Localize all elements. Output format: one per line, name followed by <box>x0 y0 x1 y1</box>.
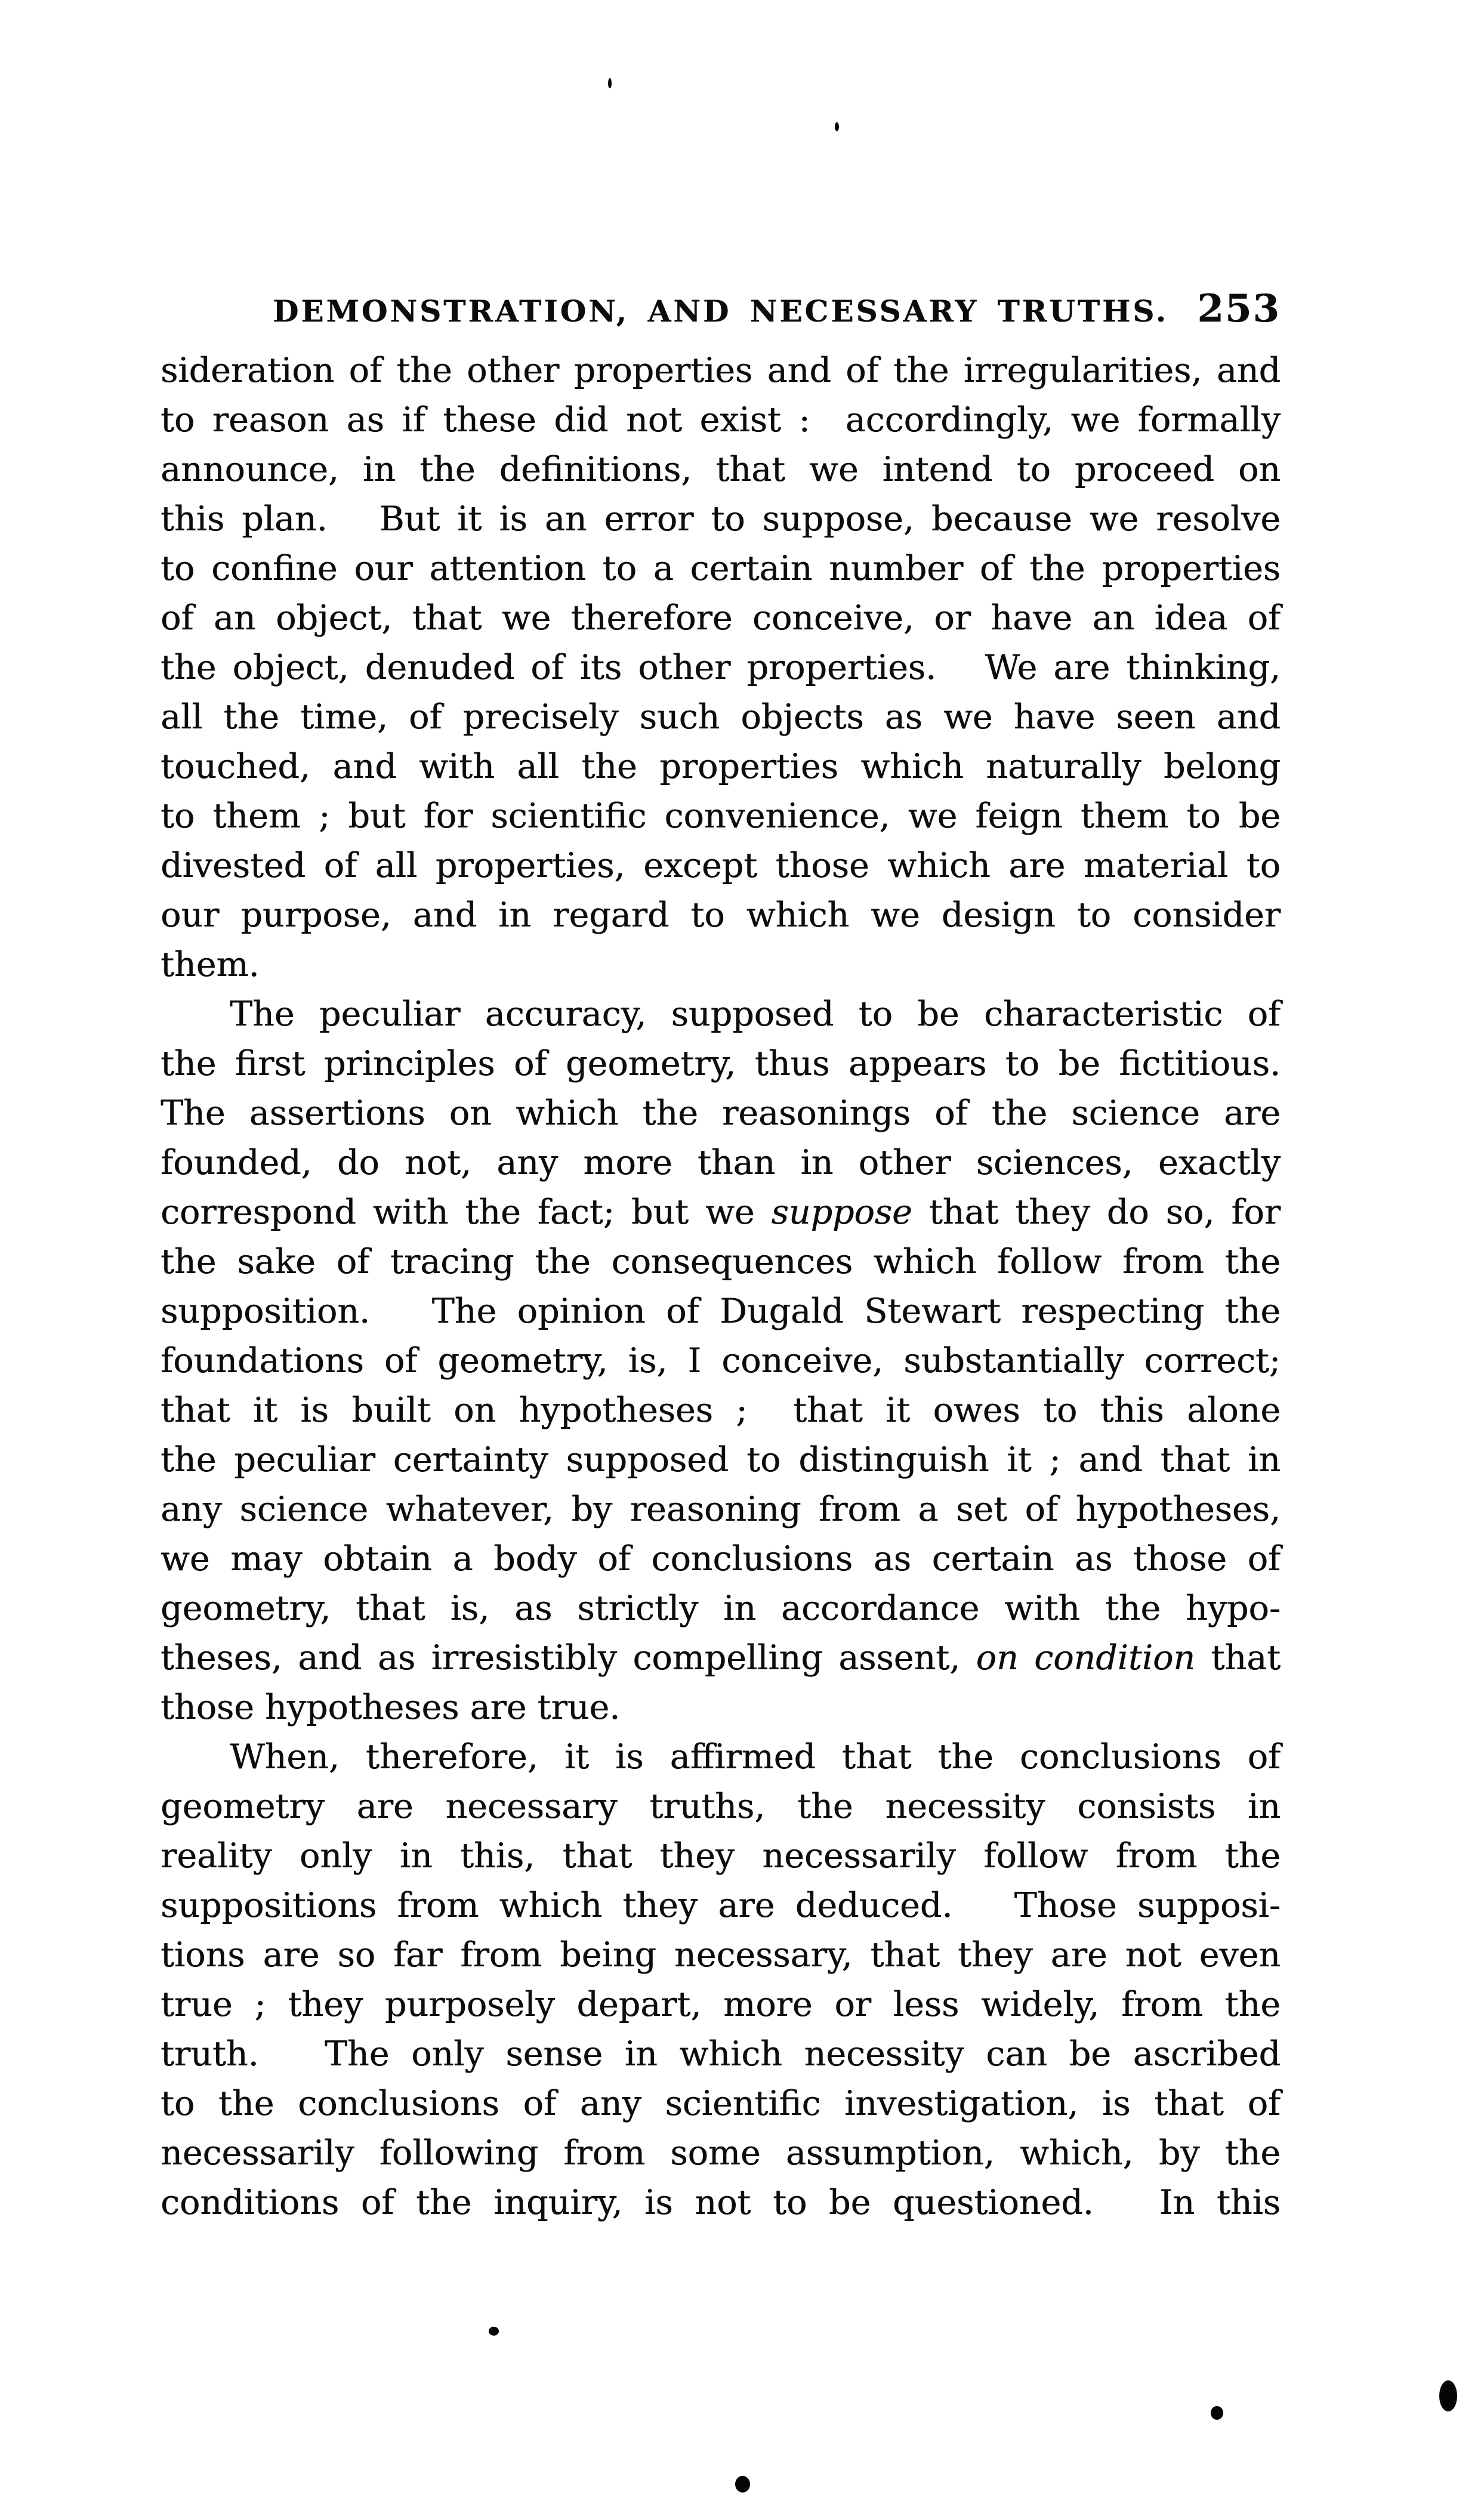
ink-dot-bottom-center <box>735 2476 750 2493</box>
text-line: reality only in this, that they necessarily follow from the <box>161 1836 1281 1876</box>
text-line: our purpose, and in regard to which we design to consider <box>161 895 1281 935</box>
ink-speck-top-right <box>835 122 839 131</box>
running-title: DEMONSTRATION, AND NECESSARY TRUTHS. <box>272 294 1169 329</box>
text-line: to them ; but for scientific convenience, we feign them to be <box>161 796 1281 836</box>
text-line: to confine our attention to a certain number of the properties <box>161 549 1281 588</box>
text-line: of an object, that we therefore conceive, or have an idea of <box>161 598 1281 638</box>
text-line: necessarily following from some assumption, which, by the <box>161 2133 1281 2173</box>
text-line: all the time, of precisely such objects as we have seen and <box>161 697 1281 737</box>
text-line: theses, and as irresistibly compelling assent, on condition that <box>161 1638 1281 1678</box>
text-line: The peculiar accuracy, supposed to be characteristic of <box>230 995 1281 1034</box>
text-line: geometry are necessary truths, the necessity consists in <box>161 1787 1281 1826</box>
page-number: 253 <box>1197 286 1281 331</box>
text-line: sideration of the other properties and of the irregularities, and <box>161 351 1281 390</box>
text-line: geometry, that is, as strictly in accordance with the hypo- <box>161 1589 1281 1628</box>
text-line: divested of all properties, except those which are material to <box>161 846 1281 885</box>
ink-dot-mid-left <box>489 2327 499 2336</box>
page-header <box>161 286 1281 341</box>
body-text <box>161 346 1281 2228</box>
text-line: truth. The only sense in which necessity can be ascribed <box>161 2034 1281 2074</box>
text-line: the object, denuded of its other properties. We are thinking, <box>161 648 1281 687</box>
text-line: founded, do not, any more than in other sciences, exactly <box>161 1143 1281 1182</box>
ink-dot-lower-right <box>1211 2406 1223 2420</box>
text-line: to the conclusions of any scientific investigation, is that of <box>161 2084 1281 2123</box>
text-line: touched, and with all the properties which naturally belong <box>161 747 1281 786</box>
text-line: that it is built on hypotheses ; that it owes to this alone <box>161 1391 1281 1430</box>
text-line: supposition. The opinion of Dugald Stewart respecting the <box>161 1292 1281 1331</box>
text-line: the first principles of geometry, thus appears to be fictitious. <box>161 1044 1281 1083</box>
text-line: suppositions from which they are deduced. Those supposi- <box>161 1886 1281 1925</box>
text-line: When, therefore, it is affirmed that the conclusions of <box>230 1737 1281 1777</box>
text-line: tions are so far from being necessary, that they are not even <box>161 1935 1281 1975</box>
ink-blob-right-edge <box>1439 2380 1457 2411</box>
text-line: foundations of geometry, is, I conceive, substantially correct; <box>161 1341 1281 1381</box>
text-line: the peculiar certainty supposed to distinguish it ; and that in <box>161 1440 1281 1480</box>
text-line: announce, in the definitions, that we intend to proceed on <box>161 450 1281 489</box>
text-line: this plan. But it is an error to suppose, because we resolve <box>161 499 1281 539</box>
text-line: those hypotheses are true. <box>161 1688 621 1727</box>
ink-speck-top-left <box>608 78 612 88</box>
text-line: conditions of the inquiry, is not to be questioned. In this <box>161 2183 1281 2222</box>
text-line: any science whatever, by reasoning from a set of hypotheses, <box>161 1490 1281 1529</box>
text-line: them. <box>161 945 260 984</box>
text-line: we may obtain a body of conclusions as certain as those of <box>161 1539 1281 1579</box>
text-line: correspond with the fact; but we suppose that they do so, for <box>161 1193 1281 1232</box>
text-line: true ; they purposely depart, more or less widely, from the <box>161 1985 1281 2024</box>
text-line: the sake of tracing the consequences which follow from the <box>161 1242 1281 1281</box>
text-line: The assertions on which the reasonings of the science are <box>161 1094 1281 1133</box>
text-line: to reason as if these did not exist : accordingly, we formally <box>161 400 1281 440</box>
